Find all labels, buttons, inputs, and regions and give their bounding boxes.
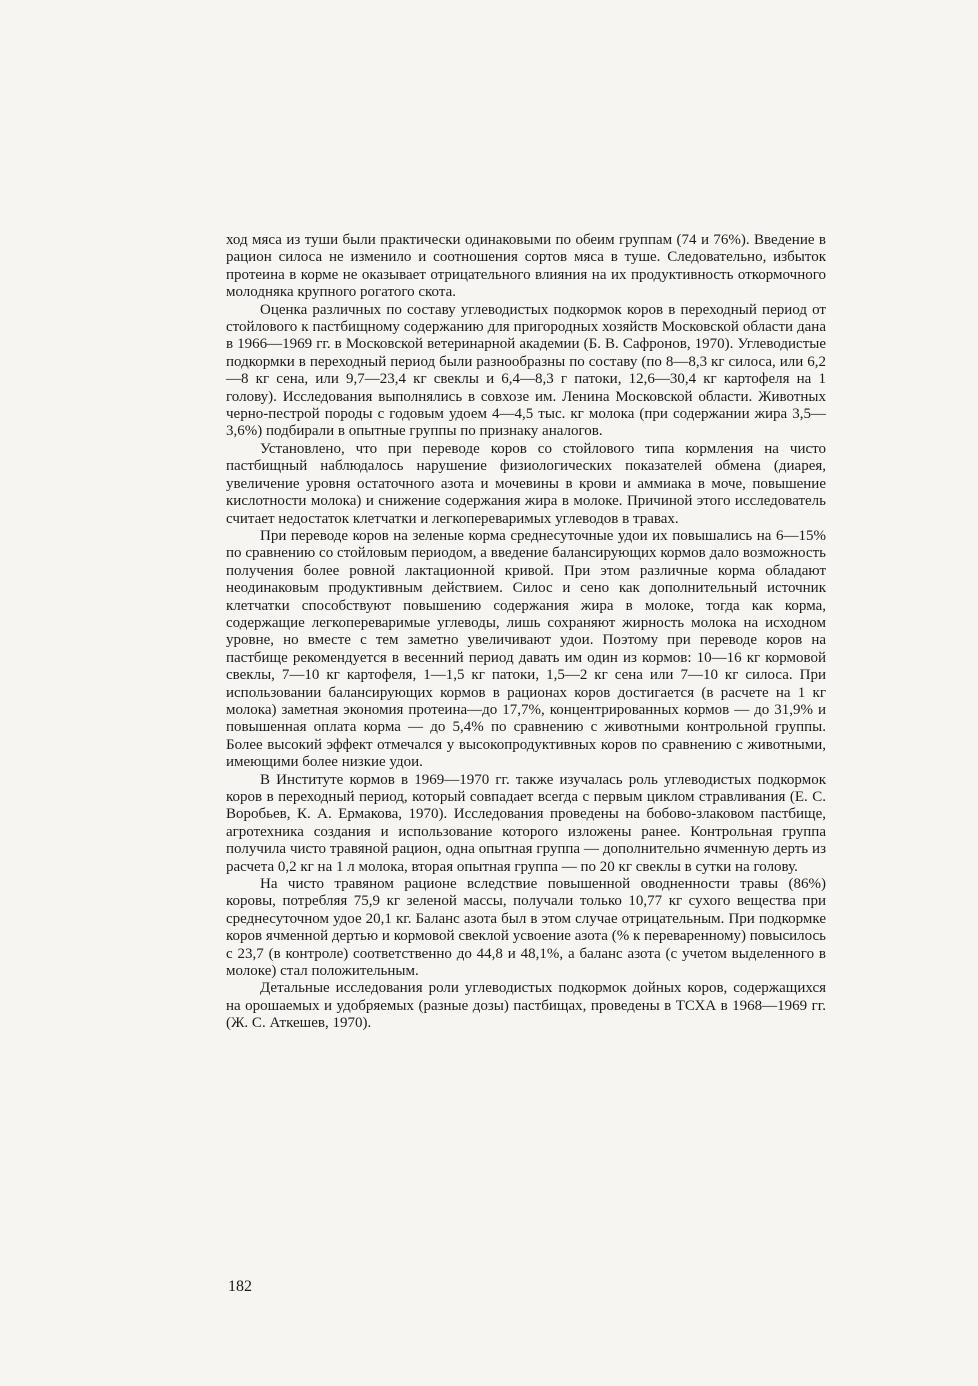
page-body: [226, 232, 826, 1033]
paragraph-4: При переводе коров на зеленые корма среднесуточные удои их повышались на 6—15% по сравнению со стойловым периодом, а введение балансирующих кормов дало возможность получения более ровной лактационной кривой. При этом различные корма обладают неодинаковым продуктивным действием. Силос и сено как дополнительный источник клетчатки способствуют повышению содержания жира в молоке, тогда как корма, содержащие легкопереваримые углеводы, лишь сохраняют жирность молока на исходном уровне, но вместе с тем заметно увеличивают удои. Поэтому при переводе коров на пастбище рекомендуется в весенний период давать им один из кормов: 10—16 кг кормовой свеклы, 7—10 кг картофеля, 1—1,5 кг патоки, 1,5—2 кг сена или 7—10 кг силоса. При использовании балансирующих кормов в рационах коров достигается (в расчете на 1 кг молока) заметная экономия протеина—до 17,7%, концентрированных кормов — до 31,9% и повышенная оплата корма — до 5,4% по сравнению с животными контрольной группы. Более высокий эффект отмечался у высокопродуктивных коров по сравнению с животными, имеющими более низкие удои.: [226, 527, 826, 771]
paragraph-3: Установлено, что при переводе коров со стойлового типа кормления на чисто пастбищный наблюдалось нарушение физиологических показателей обмена (диарея, увеличение уровня остаточного азота и мочевины в крови и аммиака в моче, повышение кислотности молока) и снижение содержания жира в молоке. Причиной этого исследователь считает недостаток клетчатки и легкопереваримых углеводов в травах.: [226, 440, 826, 527]
paragraph-7: Детальные исследования роли углеводистых подкормок дойных коров, содержащихся на орошаемых и удобряемых (разные дозы) пастбищах, проведены в ТСХА в 1968—1969 гг. (Ж. С. Аткешев, 1970).: [226, 980, 826, 1032]
paragraph-1: ход мяса из туши были практически одинаковыми по обеим группам (74 и 76%). Введение в рацион силоса не изменило и соотношения сортов мяса в туше. Следовательно, избыток протеина в корме не оказывает отрицательного влияния на их продуктивность откормочного молодняка крупного рогатого скота.: [226, 232, 826, 301]
paragraph-2: Оценка различных по составу углеводистых подкормок коров в переходный период от стойлового к пастбищному содержанию для пригородных хозяйств Московской области дана в 1966—1969 гг. в Московской ветеринарной академии (Б. В. Сафронов, 1970). Углеводистые подкормки в переходный период были разнообразны по составу (по 8—8,3 кг силоса, или 6,2—8 кг сена, или 9,7—23,4 кг свеклы и 6,4—8,3 г патоки, 12,6—30,4 кг картофеля на 1 голову). Исследования выполнялись в совхозе им. Ленина Московской области. Животных черно-пестрой породы с годовым удоем 4—4,5 тыс. кг молока (при содержании жира 3,5—3,6%) подбирали в опытные группы по признаку аналогов.: [226, 301, 826, 440]
paragraph-6: На чисто травяном рационе вследствие повышенной оводненности травы (86%) коровы, потребляя 75,9 кг зеленой массы, получали только 10,77 кг сухого вещества при среднесуточном удое 20,1 кг. Баланс азота был в этом случае отрицательным. При подкормке коров ячменной дертью и кормовой свеклой усвоение азота (% к переваренному) повысилось с 23,7 (в контроле) соответственно до 44,8 и 48,1%, а баланс азота (с учетом выделенного в молоке) стал положительным.: [226, 876, 826, 980]
paragraph-5: В Институте кормов в 1969—1970 гг. также изучалась роль углеводистых подкормок коров в переходный период, который совпадает всегда с первым циклом стравливания (Е. С. Воробьев, К. А. Ермакова, 1970). Исследования проведены на бобово-злаковом пастбище, агротехника создания и использование которого изложены ранее. Контрольная группа получила чисто травяной рацион, одна опытная группа — дополнительно ячменную дерть из расчета 0,2 кг на 1 л молока, вторая опытная группа — по 20 кг свеклы в сутки на голову.: [226, 771, 826, 875]
page-number: 182: [228, 1278, 252, 1295]
